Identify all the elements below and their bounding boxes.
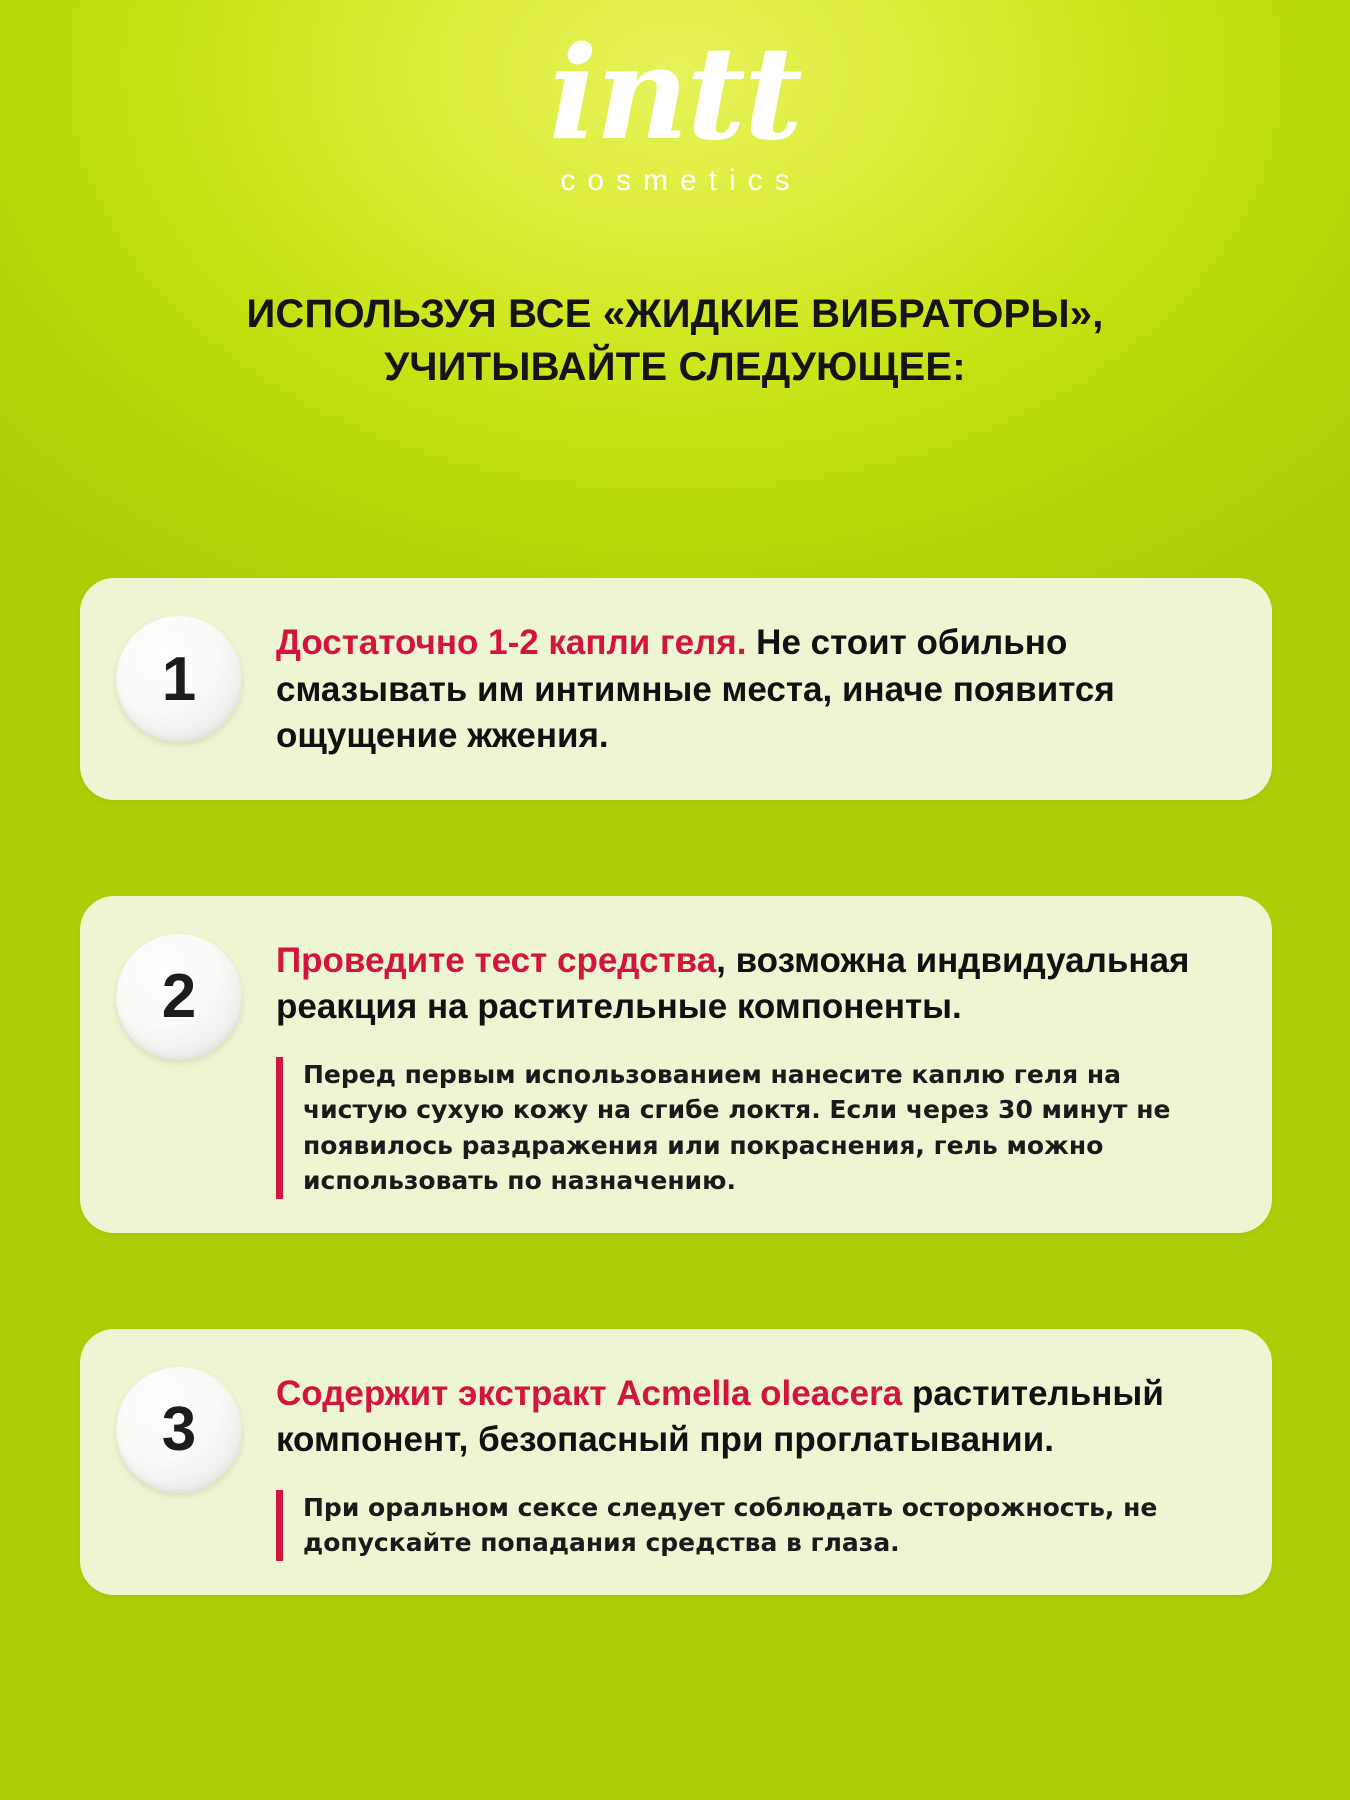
brand-logo <box>0 19 1350 198</box>
card-note: При оральном сексе следует соблюдать осторожность, не допускайте попадания средства в глаза. <box>276 1490 1212 1561</box>
card-lead-text: Достаточно 1-2 капли геля. <box>276 623 747 662</box>
card-note: Перед первым использованием нанесите каплю геля на чистую сухую кожу на сгибе локтя. Если через 30 минут не появилось раздражения или покраснения, гель можно использовать по назначению. <box>276 1057 1212 1199</box>
card-text <box>276 1371 1212 1464</box>
brand-tagline: cosmetics <box>560 164 802 197</box>
step-number-badge: 2 <box>116 934 242 1060</box>
card-rest-text: , возможна индвидуальная реакция на растительные компоненты. <box>276 940 1190 1027</box>
card-lead-text: Содержит экстракт Acmella oleacera <box>276 1373 903 1413</box>
card-body <box>276 612 1212 760</box>
step-number-badge: 1 <box>116 616 242 742</box>
card-body <box>276 930 1212 1199</box>
tips-list <box>80 578 1272 1595</box>
list-item <box>80 896 1272 1233</box>
step-number-badge: 3 <box>116 1367 242 1493</box>
card-text <box>276 620 1212 760</box>
page-title-line-1: ИСПОЛЬЗУЯ ВСЕ «ЖИДКИЕ ВИБРАТОРЫ», <box>246 292 1104 336</box>
card-body <box>276 1363 1212 1561</box>
page-title-line-2: УЧИТЫВАЙТЕ СЛЕДУЮЩЕЕ: <box>384 344 966 389</box>
page-title <box>0 288 1350 394</box>
brand-name: intt <box>549 19 801 169</box>
card-rest-text: Не стоит обильно смазывать им интимные места, иначе появится ощущение жжения. <box>276 623 1115 756</box>
card-lead-text: Проведите тест средства <box>276 940 717 980</box>
list-item <box>80 578 1272 800</box>
card-rest-text: растительный компонент, безопасный при проглатывании. <box>276 1373 1164 1460</box>
list-item <box>80 1329 1272 1595</box>
card-text <box>276 938 1212 1031</box>
